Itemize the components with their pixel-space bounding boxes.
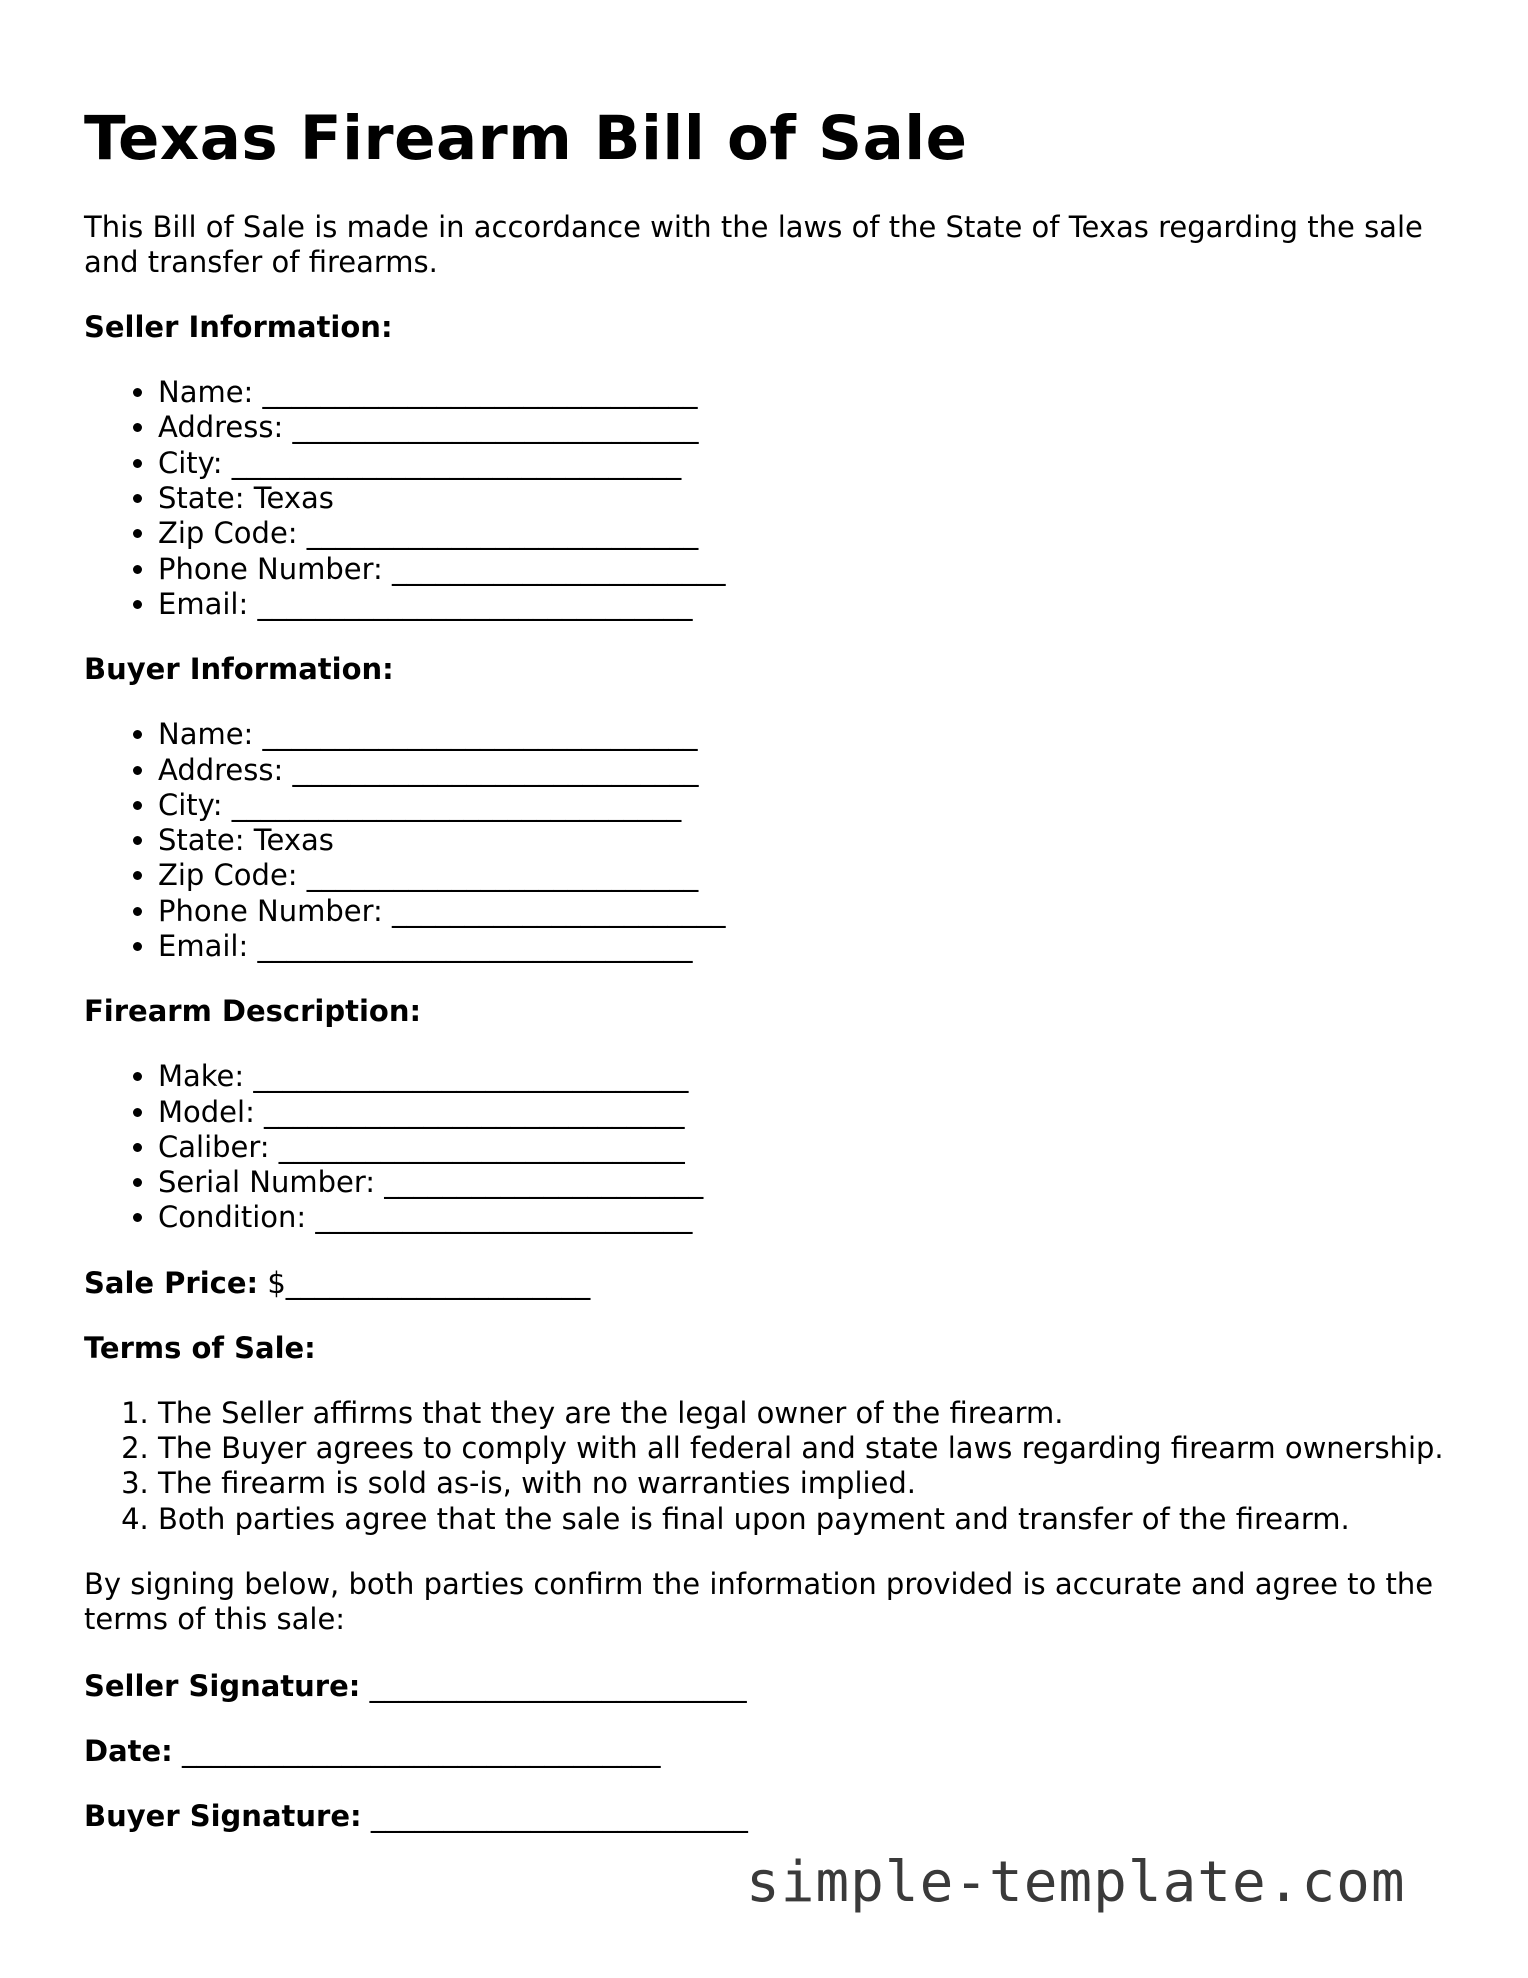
seller-phone-field: • Phone Number: _______________________ [158,552,1444,587]
watermark: simple-template.com [746,1850,1406,1915]
seller-address-field: • Address: ____________________________ [158,410,1444,445]
buyer-state-field: • State: Texas [158,823,1444,858]
seller-name-field: • Name: ______________________________ [158,375,1444,410]
seller-heading: Seller Information: [84,310,393,345]
firearm-condition-field: • Condition: __________________________ [158,1200,1444,1235]
intro-paragraph: This Bill of Sale is made in accordance with the laws of the State of Texas regarding the sale and transfer of firearms. [84,210,1423,280]
document-page [84,104,1444,1864]
buyer-name-field: • Name: ______________________________ [158,717,1444,752]
buyer-signature-label: Buyer Signature: [84,1798,362,1833]
seller-city-field: • City: _______________________________ [158,446,1444,481]
buyer-signature-line [84,1799,1444,1834]
firearm-serial-field: • Serial Number: ______________________ [158,1165,1444,1200]
term-item: 4. Both parties agree that the sale is final upon payment and transfer of the firearm. [158,1502,1444,1537]
date-line [84,1734,1444,1769]
buyer-email-field: • Email: ______________________________ [158,929,1444,964]
sale-price-label: Sale Price: [84,1265,259,1300]
terms-list [84,1396,1444,1537]
buyer-address-field: • Address: ____________________________ [158,753,1444,788]
firearm-info-list [84,1059,1444,1235]
sale-price-field: $_____________________ [267,1265,591,1300]
buyer-city-field: • City: _______________________________ [158,788,1444,823]
term-item: 3. The firearm is sold as-is, with no warranties implied. [158,1466,1444,1501]
sale-price-line [84,1266,1444,1301]
seller-signature-label: Seller Signature: [84,1668,361,1703]
seller-signature-line [84,1669,1444,1704]
buyer-signature-field: __________________________ [370,1798,748,1833]
seller-signature-field: __________________________ [369,1668,747,1703]
date-field: _________________________________ [182,1733,661,1768]
seller-email-field: • Email: ______________________________ [158,587,1444,622]
terms-heading: Terms of Sale: [84,1330,316,1365]
firearm-model-field: • Model: _____________________________ [158,1095,1444,1130]
page-title: Texas Firearm Bill of Sale [84,103,968,174]
seller-info-list [84,375,1444,622]
buyer-phone-field: • Phone Number: _______________________ [158,894,1444,929]
buyer-info-list [84,717,1444,964]
seller-state-field: • State: Texas [158,481,1444,516]
date-label: Date: [84,1733,173,1768]
buyer-heading: Buyer Information: [84,652,394,687]
term-item: 2. The Buyer agrees to comply with all federal and state laws regarding firearm ownership. [158,1431,1444,1466]
buyer-zip-field: • Zip Code: ___________________________ [158,858,1444,893]
firearm-make-field: • Make: ______________________________ [158,1059,1444,1094]
term-item: 1. The Seller affirms that they are the legal owner of the firearm. [158,1396,1444,1431]
firearm-caliber-field: • Caliber: ____________________________ [158,1130,1444,1165]
confirmation-paragraph: By signing below, both parties confirm the information provided is accurate and agree to the terms of this sale: [84,1566,1434,1636]
firearm-heading: Firearm Description: [84,994,422,1029]
seller-zip-field: • Zip Code: ___________________________ [158,516,1444,551]
